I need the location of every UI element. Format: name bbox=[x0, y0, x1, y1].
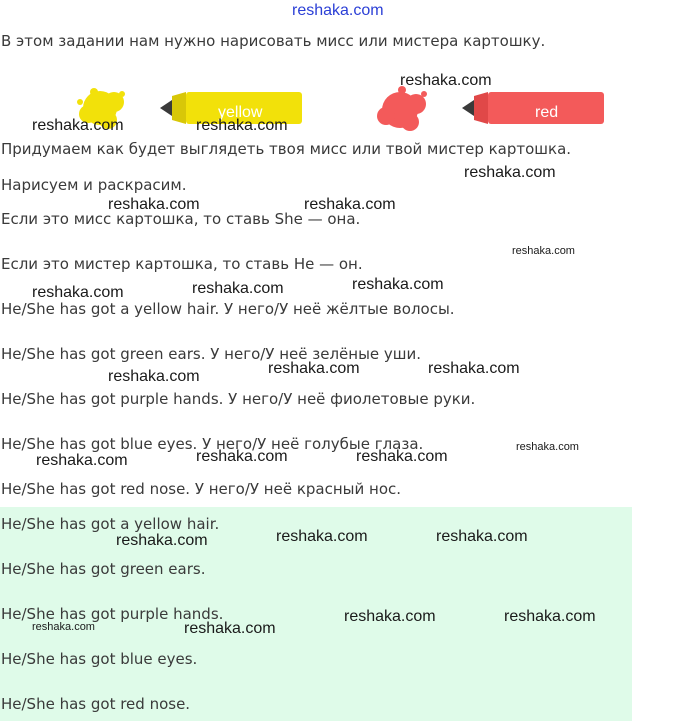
red-marker-label: red bbox=[535, 104, 559, 121]
watermark: reshaka.com bbox=[504, 608, 596, 625]
yellow-marker-label: yellow bbox=[218, 104, 263, 121]
red-marker-graphic bbox=[376, 84, 608, 134]
watermark: reshaka.com bbox=[516, 441, 579, 453]
watermark: reshaka.com bbox=[512, 245, 575, 257]
watermark: reshaka.com bbox=[464, 164, 556, 181]
answer-line: He/She has got green ears. bbox=[1, 560, 206, 578]
watermark: reshaka.com bbox=[32, 621, 95, 633]
watermark: reshaka.com bbox=[352, 276, 444, 293]
watermark: reshaka.com bbox=[36, 452, 128, 469]
watermark: reshaka.com bbox=[276, 528, 368, 545]
site-title-link[interactable]: reshaka.com bbox=[292, 2, 384, 19]
answer-line: He/She has got a yellow hair. bbox=[1, 515, 220, 533]
answer-line: He/She has got red nose. bbox=[1, 695, 191, 713]
watermark: reshaka.com bbox=[428, 360, 520, 377]
translation-line: He/She has got green ears. У него/У неё зелёные уши. bbox=[1, 345, 422, 363]
red-marker-icon bbox=[462, 92, 604, 124]
watermark: reshaka.com bbox=[32, 117, 124, 134]
watermark: reshaka.com bbox=[116, 532, 208, 549]
watermark: reshaka.com bbox=[184, 620, 276, 637]
instruction-line: Если это мисс картошка, то ставь She — она. bbox=[1, 210, 361, 228]
red-splash-icon bbox=[377, 86, 427, 131]
instruction-line: Нарисуем и раскрасим. bbox=[1, 176, 187, 194]
watermark: reshaka.com bbox=[192, 280, 284, 297]
watermark: reshaka.com bbox=[108, 196, 200, 213]
watermark: reshaka.com bbox=[304, 196, 396, 213]
translation-line: He/She has got a yellow hair. У него/У неё жёлтые волосы. bbox=[1, 300, 455, 318]
watermark: reshaka.com bbox=[196, 117, 288, 134]
translation-line: He/She has got red nose. У него/У неё красный нос. bbox=[1, 480, 402, 498]
instruction-line: Если это мистер картошка, то ставь He — он. bbox=[1, 255, 363, 273]
translation-line: He/She has got purple hands. У него/У неё фиолетовые руки. bbox=[1, 390, 476, 408]
watermark: reshaka.com bbox=[32, 284, 124, 301]
instruction-line: Придумаем как будет выглядеть твоя мисс или твой мистер картошка. bbox=[1, 140, 572, 158]
answer-line: He/She has got purple hands. bbox=[1, 605, 224, 623]
watermark: reshaka.com bbox=[344, 608, 436, 625]
watermark: reshaka.com bbox=[356, 448, 448, 465]
watermark: reshaka.com bbox=[268, 360, 360, 377]
watermark: reshaka.com bbox=[196, 448, 288, 465]
answer-line: He/She has got blue eyes. bbox=[1, 650, 198, 668]
watermark: reshaka.com bbox=[436, 528, 528, 545]
watermark: reshaka.com bbox=[108, 368, 200, 385]
translation-line: He/She has got blue eyes. У него/У неё голубые глаза. bbox=[1, 435, 424, 453]
intro-text: В этом задании нам нужно нарисовать мисс или мистера картошку. bbox=[1, 32, 546, 50]
watermark: reshaka.com bbox=[400, 72, 492, 89]
